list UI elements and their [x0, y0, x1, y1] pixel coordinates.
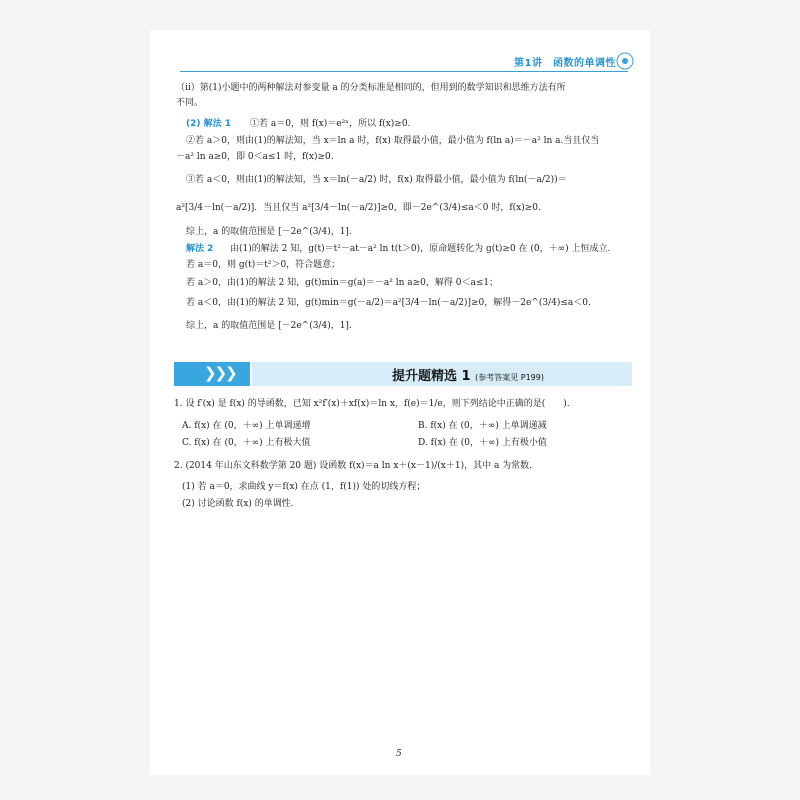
question-1-stem: 1. 设 f′(x) 是 f(x) 的导函数，已知 x²f′(x)＋xf(x)＝ln x，f(e)＝1/e，则下列结论中正确的是( ). — [174, 399, 570, 409]
text-line-12: 若 a＜0，由(1)的解法 2 知，g(t)min＝g(－a/2)＝a²[3/4－ln(－a/2)]≥0，解得－2e^(3/4)≤a＜0. — [186, 298, 591, 308]
text-line-3: ①若 a＝0，则 f(x)＝e²ˣ，所以 f(x)≥0. — [250, 119, 411, 129]
method2-label: 解法 2 — [186, 244, 214, 254]
section-note: (参考答案见 P199) — [475, 373, 544, 382]
page-number: 5 — [396, 749, 402, 759]
question-1-option-a: A. f(x) 在 (0，＋∞) 上单调递增 — [182, 421, 311, 431]
question-1-option-c: C. f(x) 在 (0，＋∞) 上有极大值 — [182, 438, 311, 448]
section-banner — [174, 362, 632, 386]
text-line-9: 由(1)的解法 2 知，g(t)＝t²－at－a² ln t(t＞0)，原命题转化为 g(t)≥0 在 (0，＋∞) 上恒成立. — [230, 244, 611, 254]
question-2-part-1: (1) 若 a＝0，求曲线 y＝f(x) 在点 (1，f(1)) 处的切线方程； — [182, 482, 426, 492]
header-ornament-icon — [614, 50, 636, 72]
question-2-stem: 2. (2014 年山东文科数学第 20 题) 设函数 f(x)＝a ln x＋(x－1)/(x＋1)，其中 a 为常数. — [174, 461, 533, 471]
banner-right-block — [252, 362, 632, 386]
question-2-part-2: (2) 讨论函数 f(x) 的单调性. — [182, 499, 294, 509]
text-line-13: 综上，a 的取值范围是 [－2e^(3/4)，1]. — [186, 321, 352, 331]
question-1-option-b: B. f(x) 在 (0，＋∞) 上单调递减 — [418, 421, 547, 431]
chevrons-icon: ❯❯❯ — [204, 364, 236, 382]
section-title — [392, 365, 544, 384]
section-title-text: 提升题精选 1 — [392, 369, 471, 384]
text-line-2: 不同。 — [176, 98, 204, 108]
text-line-4: ②若 a＞0，则由(1)的解法知，当 x＝ln a 时，f(x) 取得最小值，最小值为 f(ln a)＝－a² ln a.当且仅当 — [186, 136, 600, 146]
text-line-8: 综上，a 的取值范围是 [－2e^(3/4)，1]. — [186, 227, 352, 237]
text-line-1: （ⅱ）第(1)小题中的两种解法对参变量 a 的分类标准是相同的，但用到的数学知识和思维方法有所 — [176, 83, 566, 93]
chapter-title: 第1讲 函数的单调性 — [514, 58, 616, 69]
text-line-5: －a² ln a≥0，即 0＜a≤1 时，f(x)≥0. — [176, 152, 334, 162]
header-rule — [180, 71, 628, 72]
question-1-option-d: D. f(x) 在 (0，＋∞) 上有极小值 — [418, 438, 547, 448]
method1-label: (2) 解法 1 — [186, 119, 232, 129]
text-line-6: ③若 a＜0，则由(1)的解法知，当 x＝ln(－a/2) 时，f(x) 取得最小值，最小值为 f(ln(－a/2))＝ — [186, 175, 567, 185]
text-line-11: 若 a＞0，由(1)的解法 2 知，g(t)min＝g(a)＝－a² ln a≥0，解得 0＜a≤1； — [186, 278, 499, 288]
banner-left-block — [174, 362, 250, 386]
text-line-7: a²[3/4－ln(－a/2)]．当且仅当 a²[3/4－ln(－a/2)]≥0，即－2e^(3/4)≤a＜0 时，f(x)≥0. — [176, 203, 541, 213]
page-header — [150, 48, 650, 72]
text-line-10: 若 a＝0，则 g(t)＝t²＞0，符合题意； — [186, 260, 341, 270]
